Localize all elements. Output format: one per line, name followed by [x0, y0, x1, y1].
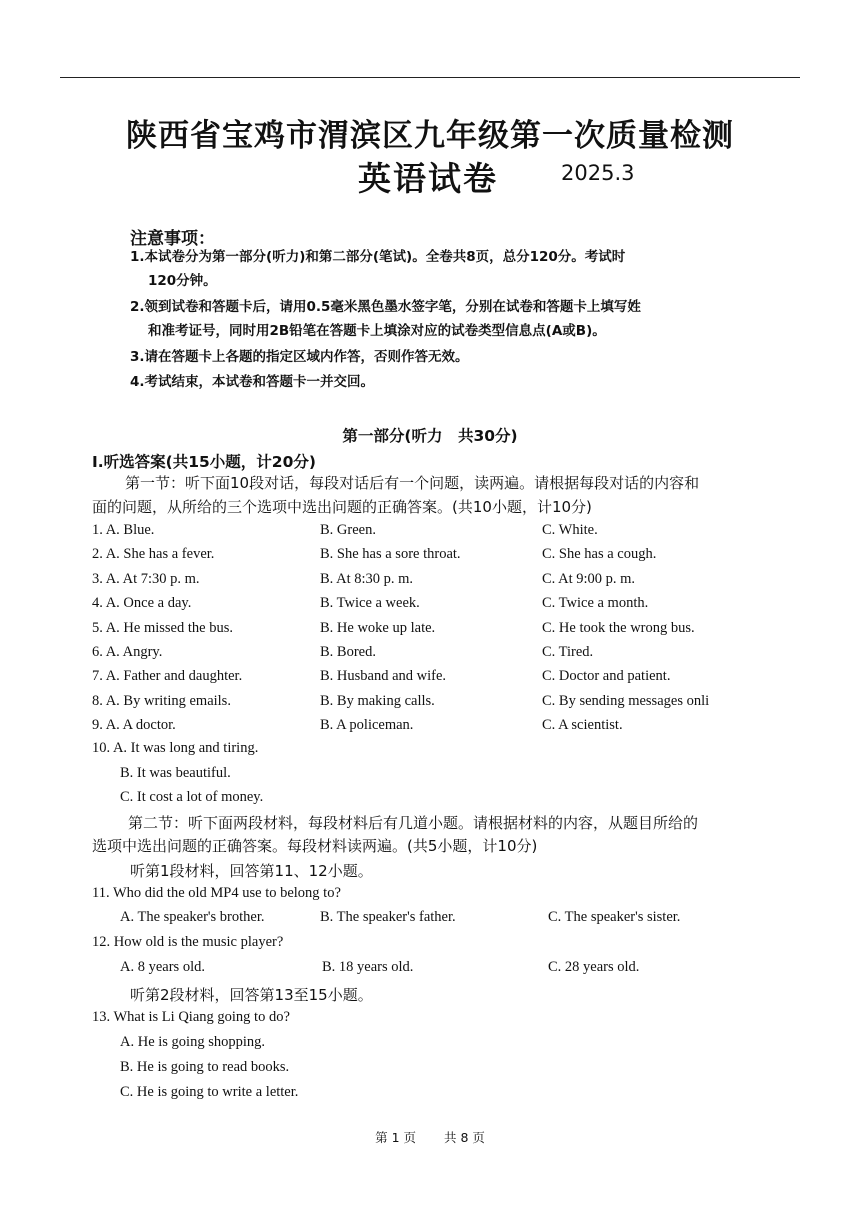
- section2-instructions-2: 选项中选出问题的正确答案。每段材料读两遍。(共5小题，计10分): [92, 837, 538, 855]
- q13-option-c: C. He is going to write a letter.: [120, 1084, 299, 1100]
- exam-date: 2025.3: [561, 161, 635, 185]
- notice-heading: 注意事项：: [130, 229, 215, 249]
- q9-option-a: 9. A. A doctor.: [92, 717, 176, 733]
- q1-option-b: B. Green.: [320, 522, 376, 538]
- notice-line-3: 2.领到试卷和答题卡后，请用0.5毫米黑色墨水签字笔，分别在试卷和答题卡上填写姓: [130, 299, 641, 315]
- notice-line-5: 3.请在答题卡上各题的指定区域内作答，否则作答无效。: [130, 349, 469, 365]
- q4-option-c: C. Twice a month.: [542, 595, 649, 611]
- q11-stem: 11. Who did the old MP4 use to belong to?: [92, 885, 341, 901]
- section2-instructions-1: 第二节：听下面两段材料，每段材料后有几道小题。请根据材料的内容，从题目所给的: [128, 814, 699, 832]
- q7-option-a: 7. A. Father and daughter.: [92, 668, 243, 684]
- q4-option-b: B. Twice a week.: [320, 595, 420, 611]
- q13-option-b: B. He is going to read books.: [120, 1059, 290, 1075]
- listen-material-2: 听第2段材料，回答第13至15小题。: [130, 986, 373, 1004]
- q7-option-b: B. Husband and wife.: [320, 668, 447, 684]
- exam-title: 陕西省宝鸡市渭滨区九年级第一次质量检测: [126, 118, 734, 154]
- q11-option-a: A. The speaker's brother.: [120, 909, 265, 925]
- top-rule: [60, 77, 800, 78]
- page-total: 共 8 页: [443, 1130, 485, 1145]
- q10-option-c: C. It cost a lot of money.: [120, 789, 264, 805]
- q9-option-c: C. A scientist.: [542, 717, 623, 733]
- part-one-title: 第一部分(听力 共30分): [342, 427, 518, 445]
- q8-option-a: 8. A. By writing emails.: [92, 693, 231, 709]
- q4-option-a: 4. A. Once a day.: [92, 595, 192, 611]
- q2-option-b: B. She has a sore throat.: [320, 546, 461, 562]
- q1-option-c: C. White.: [542, 522, 598, 538]
- q5-option-a: 5. A. He missed the bus.: [92, 620, 233, 636]
- q8-option-b: B. By making calls.: [320, 693, 435, 709]
- page-number: 第 1 页: [375, 1130, 416, 1145]
- q13-option-a: A. He is going shopping.: [120, 1034, 265, 1050]
- q12-option-c: C. 28 years old.: [548, 959, 640, 975]
- q5-option-b: B. He woke up late.: [320, 620, 436, 636]
- q7-option-c: C. Doctor and patient.: [542, 668, 671, 684]
- q10-option-b: B. It was beautiful.: [120, 765, 231, 781]
- notice-line-6: 4.考试结束，本试卷和答题卡一并交回。: [130, 374, 375, 390]
- q3-option-c: C. At 9:00 p. m.: [542, 571, 636, 587]
- notice-line-4: 和准考证号，同时用2B铅笔在答题卡上填涂对应的试卷类型信息点(A或B)。: [148, 323, 606, 339]
- q12-option-b: B. 18 years old.: [322, 959, 414, 975]
- q5-option-c: C. He took the wrong bus.: [542, 620, 695, 636]
- section-heading: Ⅰ.听选答案(共15小题，计20分): [92, 453, 316, 471]
- q11-option-b: B. The speaker's father.: [320, 909, 456, 925]
- q8-option-c: C. By sending messages onli: [542, 693, 710, 709]
- q12-option-a: A. 8 years old.: [120, 959, 205, 975]
- section1-instructions-2: 面的问题，从所给的三个选项中选出问题的正确答案。(共10小题，计10分): [92, 498, 592, 516]
- q1-option-a: 1. A. Blue.: [92, 522, 155, 538]
- q2-option-c: C. She has a cough.: [542, 546, 657, 562]
- listen-material-1: 听第1段材料，回答第11、12小题。: [130, 862, 373, 880]
- q6-option-a: 6. A. Angry.: [92, 644, 163, 660]
- q12-stem: 12. How old is the music player?: [92, 934, 284, 950]
- q9-option-b: B. A policeman.: [320, 717, 414, 733]
- q13-stem: 13. What is Li Qiang going to do?: [92, 1009, 290, 1025]
- q2-option-a: 2. A. She has a fever.: [92, 546, 215, 562]
- section1-instructions-1: 第一节：听下面10段对话，每段对话后有一个问题，读两遍。请根据每段对话的内容和: [125, 474, 700, 492]
- q3-option-a: 3. A. At 7:30 p. m.: [92, 571, 200, 587]
- notice-line-2: 120分钟。: [148, 273, 217, 289]
- notice-line-1: 1.本试卷分为第一部分(听力)和第二部分(笔试)。全卷共8页，总分120分。考试时: [130, 249, 626, 265]
- q11-option-c: C. The speaker's sister.: [548, 909, 681, 925]
- q6-option-b: B. Bored.: [320, 644, 376, 660]
- q3-option-b: B. At 8:30 p. m.: [320, 571, 414, 587]
- q10-option-a: 10. A. It was long and tiring.: [92, 740, 259, 756]
- page-footer: [0, 1128, 860, 1146]
- exam-subject: 英语试卷: [358, 159, 498, 198]
- q6-option-c: C. Tired.: [542, 644, 594, 660]
